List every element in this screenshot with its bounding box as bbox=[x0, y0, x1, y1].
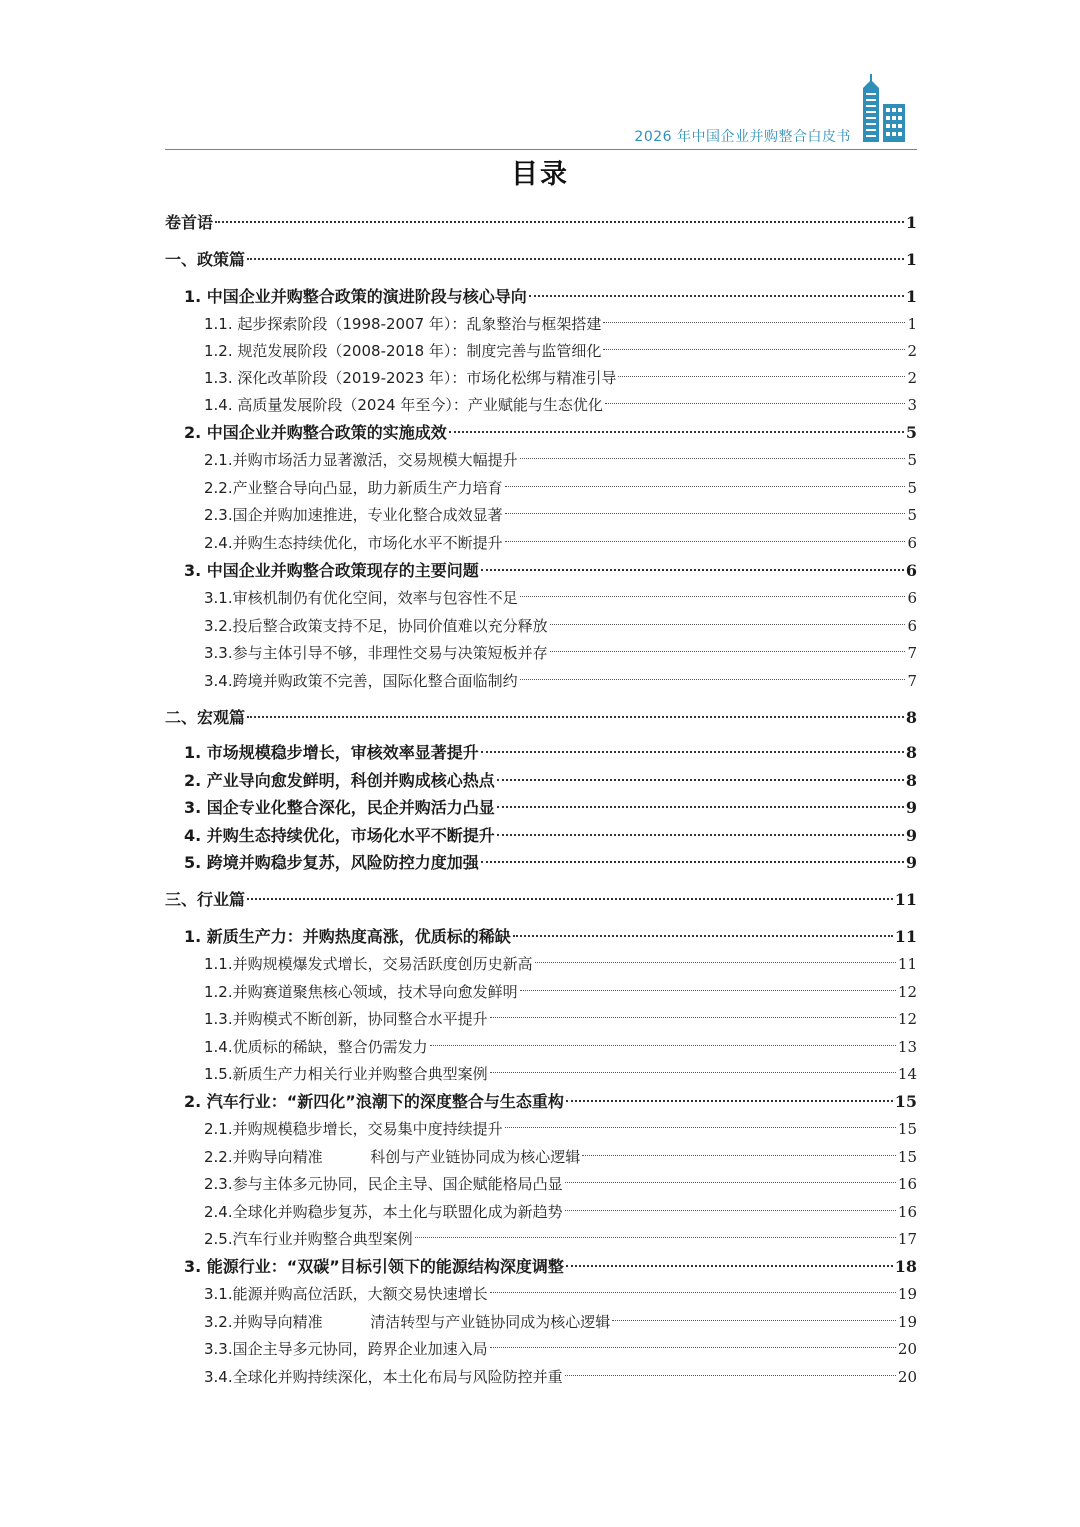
toc-entry-page: 9 bbox=[905, 798, 917, 817]
building-icon bbox=[855, 74, 911, 144]
toc-leader-dots bbox=[605, 386, 906, 410]
toc-entry-page: 12 bbox=[897, 1010, 917, 1028]
toc-entry-title: 2. 产业导向愈发鲜明，科创并购成核心热点 bbox=[184, 771, 495, 790]
toc-leader-dots bbox=[520, 662, 906, 686]
toc-leader-dots bbox=[247, 241, 904, 265]
toc-entry-title: 2.2.产业整合导向凸显，助力新质生产力培育 bbox=[204, 479, 503, 497]
toc-entry-page: 14 bbox=[897, 1065, 917, 1083]
toc-entry[interactable] bbox=[184, 762, 917, 790]
toc-entry[interactable] bbox=[204, 1165, 917, 1193]
toc-leader-dots bbox=[582, 1138, 896, 1162]
toc-entry-title: 5. 跨境并购稳步复苏，风险防控力度加强 bbox=[184, 853, 479, 872]
toc-entry-title: 1.3.并购模式不断创新，协同整合水平提升 bbox=[204, 1010, 488, 1028]
toc-leader-dots bbox=[481, 552, 904, 576]
toc-leader-dots bbox=[497, 817, 904, 841]
toc-entry-page: 8 bbox=[905, 771, 917, 790]
toc-entry[interactable] bbox=[184, 918, 917, 946]
toc-entry-page: 9 bbox=[905, 826, 917, 845]
toc-entry[interactable] bbox=[204, 524, 917, 552]
toc-entry-page: 11 bbox=[897, 955, 917, 973]
toc-entry-page: 1 bbox=[905, 250, 917, 269]
toc-entry-page: 19 bbox=[897, 1313, 917, 1331]
toc-leader-dots bbox=[550, 607, 906, 631]
toc-entry-title: 1. 市场规模稳步增长，审核效率显著提升 bbox=[184, 743, 479, 762]
toc-entry-page: 11 bbox=[894, 927, 917, 946]
toc-entry-page: 6 bbox=[907, 617, 917, 635]
toc-entry[interactable] bbox=[184, 278, 917, 306]
toc-leader-dots bbox=[215, 204, 904, 228]
toc-entry[interactable] bbox=[204, 662, 917, 690]
toc-entry-title: 2.4.并购生态持续优化，市场化水平不断提升 bbox=[204, 534, 503, 552]
toc-entry-page: 8 bbox=[905, 743, 917, 762]
toc-leader-dots bbox=[490, 1330, 896, 1354]
toc-leader-dots bbox=[513, 918, 893, 942]
toc-entry[interactable] bbox=[204, 496, 917, 524]
toc-entry-title: 二、宏观篇 bbox=[165, 708, 246, 727]
toc-entry-title: 1.2.并购赛道聚焦核心领域，技术导向愈发鲜明 bbox=[204, 983, 518, 1001]
toc-entry-title: 4. 并购生态持续优化，市场化水平不断提升 bbox=[184, 826, 495, 845]
toc-leader-dots bbox=[535, 945, 896, 969]
toc-leader-dots bbox=[505, 496, 906, 520]
toc-entry[interactable] bbox=[184, 789, 917, 817]
toc-entry-page: 5 bbox=[905, 423, 917, 442]
toc-entry-title: 1. 新质生产力：并购热度高涨，优质标的稀缺 bbox=[184, 927, 511, 946]
toc-entry-title: 2.3.国企并购加速推进，专业化整合成效显著 bbox=[204, 506, 503, 524]
toc-entry[interactable] bbox=[204, 359, 917, 387]
toc-leader-dots bbox=[430, 1028, 896, 1052]
toc-entry-title: 一、政策篇 bbox=[165, 250, 246, 269]
toc-leader-dots bbox=[566, 1083, 893, 1107]
toc-leader-dots bbox=[618, 359, 905, 383]
toc-entry-title: 3. 国企专业化整合深化，民企并购活力凸显 bbox=[184, 798, 495, 817]
toc-entry-title: 2.1.并购规模稳步增长，交易集中度持续提升 bbox=[204, 1120, 503, 1138]
toc-leader-dots bbox=[481, 844, 904, 868]
toc-entry-page: 6 bbox=[907, 589, 917, 607]
toc-leader-dots bbox=[565, 1165, 896, 1189]
toc-entry-page: 7 bbox=[907, 644, 917, 662]
toc-entry-page: 11 bbox=[894, 890, 917, 909]
toc-entry[interactable] bbox=[204, 1138, 917, 1166]
toc-entry-page: 20 bbox=[897, 1340, 917, 1358]
toc-entry[interactable] bbox=[184, 1083, 917, 1111]
toc-entry-title: 1.4.优质标的稀缺，整合仍需发力 bbox=[204, 1038, 428, 1056]
toc-leader-dots bbox=[481, 734, 904, 758]
toc-entry[interactable] bbox=[204, 441, 917, 469]
toc-leader-dots bbox=[497, 762, 904, 786]
toc-entry-title: 2. 汽车行业：“新四化”浪潮下的深度整合与生态重构 bbox=[184, 1092, 564, 1111]
toc-entry-title: 2.5.汽车行业并购整合典型案例 bbox=[204, 1230, 413, 1248]
toc-entry-page: 5 bbox=[907, 451, 917, 469]
toc-leader-dots bbox=[550, 634, 906, 658]
toc-leader-dots bbox=[247, 881, 893, 905]
toc-entry-title: 卷首语 bbox=[165, 213, 214, 232]
toc-entry-page: 15 bbox=[894, 1092, 917, 1111]
toc-entry-page: 16 bbox=[897, 1175, 917, 1193]
toc-entry-page: 1 bbox=[905, 213, 917, 232]
toc-entry-title: 3.1.能源并购高位活跃，大额交易快速增长 bbox=[204, 1285, 488, 1303]
toc-entry-title: 1.5.新质生产力相关行业并购整合典型案例 bbox=[204, 1065, 488, 1083]
toc-entry-title: 1.3. 深化改革阶段（2019-2023 年）：市场化松绑与精准引导 bbox=[204, 369, 617, 387]
toc-entry-page: 8 bbox=[905, 708, 917, 727]
toc-entry-title: 3.3.参与主体引导不够，非理性交易与决策短板并存 bbox=[204, 644, 548, 662]
toc-leader-dots bbox=[603, 305, 905, 329]
toc-leader-dots bbox=[529, 278, 904, 302]
toc-entry[interactable] bbox=[204, 1000, 917, 1028]
toc-entry[interactable] bbox=[165, 241, 917, 269]
toc-entry[interactable] bbox=[184, 844, 917, 872]
toc-entry-page: 3 bbox=[907, 396, 917, 414]
toc-entry[interactable] bbox=[184, 817, 917, 845]
toc-entry[interactable] bbox=[184, 734, 917, 762]
toc-entry[interactable] bbox=[165, 881, 917, 909]
toc-entry-title: 3. 能源行业：“双碳”目标引领下的能源结构深度调整 bbox=[184, 1257, 564, 1276]
toc-entry-title: 1.2. 规范发展阶段（2008-2018 年）：制度完善与监管细化 bbox=[204, 342, 602, 360]
toc-entry-page: 5 bbox=[907, 479, 917, 497]
toc-entry-title: 1.1. 起步探索阶段（1998-2007 年）：乱象整治与框架搭建 bbox=[204, 315, 602, 333]
toc-entry-page: 12 bbox=[897, 983, 917, 1001]
toc-entry-title: 1. 中国企业并购整合政策的演进阶段与核心导向 bbox=[184, 287, 527, 306]
toc-entry[interactable] bbox=[204, 386, 917, 414]
toc-entry-title: 3.2.投后整合政策支持不足，协同价值难以充分释放 bbox=[204, 617, 548, 635]
toc-entry[interactable] bbox=[204, 1303, 917, 1331]
toc-entry-page: 1 bbox=[907, 315, 917, 333]
toc-entry-page: 6 bbox=[907, 534, 917, 552]
toc-entry[interactable] bbox=[204, 1028, 917, 1056]
toc-leader-dots bbox=[415, 1220, 896, 1244]
toc-leader-dots bbox=[520, 973, 896, 997]
toc-entry[interactable] bbox=[204, 1220, 917, 1248]
toc-entry-page: 20 bbox=[897, 1368, 917, 1386]
toc-entry-page: 9 bbox=[905, 853, 917, 872]
toc-leader-dots bbox=[490, 1000, 896, 1024]
toc-entry-title: 3.4.跨境并购政策不完善，国际化整合面临制约 bbox=[204, 672, 518, 690]
toc-leader-dots bbox=[449, 414, 904, 438]
toc-leader-dots bbox=[497, 789, 904, 813]
toc-entry-title: 2. 中国企业并购整合政策的实施成效 bbox=[184, 423, 447, 442]
toc-entry-page: 13 bbox=[897, 1038, 917, 1056]
toc-entry-page: 16 bbox=[897, 1203, 917, 1221]
toc-entry[interactable] bbox=[204, 1358, 917, 1386]
toc-entry-title: 1.1.并购规模爆发式增长，交易活跃度创历史新高 bbox=[204, 955, 533, 973]
toc-entry-page: 18 bbox=[894, 1257, 917, 1276]
toc-entry-title: 2.3.参与主体多元协同，民企主导、国企赋能格局凸显 bbox=[204, 1175, 563, 1193]
toc-entry-title: 3. 中国企业并购整合政策现存的主要问题 bbox=[184, 561, 479, 580]
toc-entry[interactable] bbox=[204, 973, 917, 1001]
toc-entry-title: 1.4. 高质量发展阶段（2024 年至今）：产业赋能与生态优化 bbox=[204, 396, 603, 414]
toc-leader-dots bbox=[490, 1275, 896, 1299]
toc-entry-page: 2 bbox=[907, 342, 917, 360]
toc-leader-dots bbox=[490, 1055, 896, 1079]
toc-entry-title: 3.4.全球化并购持续深化，本土化布局与风险防控并重 bbox=[204, 1368, 563, 1386]
toc-entry[interactable] bbox=[165, 204, 917, 232]
toc-entry[interactable] bbox=[204, 634, 917, 662]
toc-entry[interactable] bbox=[204, 607, 917, 635]
toc-entry[interactable] bbox=[204, 1055, 917, 1083]
toc-entry-page: 5 bbox=[907, 506, 917, 524]
toc-entry[interactable] bbox=[204, 332, 917, 360]
toc-entry-title: 三、行业篇 bbox=[165, 890, 246, 909]
toc-leader-dots bbox=[566, 1248, 893, 1272]
toc-entry-title: 2.4.全球化并购稳步复苏，本土化与联盟化成为新趋势 bbox=[204, 1203, 563, 1221]
toc-entry-page: 17 bbox=[897, 1230, 917, 1248]
toc-entry-title: 2.1.并购市场活力显著激活，交易规模大幅提升 bbox=[204, 451, 518, 469]
toc-entry[interactable] bbox=[204, 945, 917, 973]
toc-entry-page: 19 bbox=[897, 1285, 917, 1303]
toc-entry[interactable] bbox=[204, 469, 917, 497]
toc-entry[interactable] bbox=[184, 1248, 917, 1276]
toc-leader-dots bbox=[505, 524, 906, 548]
toc-entry-title: 3.2.并购导向精准 清洁转型与产业链协同成为核心逻辑 bbox=[204, 1313, 611, 1331]
toc-entry[interactable] bbox=[204, 1110, 917, 1138]
toc-leader-dots bbox=[505, 1110, 896, 1134]
toc-entry-page: 15 bbox=[897, 1148, 917, 1166]
toc-entry[interactable] bbox=[204, 305, 917, 333]
toc-entry[interactable] bbox=[204, 1275, 917, 1303]
toc-entry[interactable] bbox=[184, 552, 917, 580]
toc-entry-page: 15 bbox=[897, 1120, 917, 1138]
toc-entry-page: 6 bbox=[905, 561, 917, 580]
toc-entry-page: 1 bbox=[905, 287, 917, 306]
toc-entry[interactable] bbox=[204, 579, 917, 607]
toc-entry[interactable] bbox=[165, 699, 917, 727]
toc-entry-title: 3.1.审核机制仍有优化空间，效率与包容性不足 bbox=[204, 589, 518, 607]
toc-leader-dots bbox=[565, 1193, 896, 1217]
toc-entry[interactable] bbox=[184, 414, 917, 442]
toc-leader-dots bbox=[603, 332, 905, 356]
toc-entry[interactable] bbox=[204, 1330, 917, 1358]
toc-entry[interactable] bbox=[204, 1193, 917, 1221]
toc-leader-dots bbox=[520, 441, 906, 465]
header-title: 2026 年中国企业并购整合白皮书 bbox=[634, 129, 851, 145]
toc-entry-title: 2.2.并购导向精准 科创与产业链协同成为核心逻辑 bbox=[204, 1148, 581, 1166]
toc-leader-dots bbox=[505, 469, 906, 493]
toc-entry-page: 2 bbox=[907, 369, 917, 387]
toc-leader-dots bbox=[565, 1358, 896, 1382]
toc-entry-page: 7 bbox=[907, 672, 917, 690]
toc-entry-title: 3.3.国企主导多元协同，跨界企业加速入局 bbox=[204, 1340, 488, 1358]
header-divider bbox=[165, 149, 917, 150]
page-header bbox=[165, 70, 917, 152]
toc-title: 目录 bbox=[511, 159, 569, 190]
toc-leader-dots bbox=[520, 579, 906, 603]
toc-leader-dots bbox=[247, 699, 904, 723]
toc-leader-dots bbox=[612, 1303, 896, 1327]
